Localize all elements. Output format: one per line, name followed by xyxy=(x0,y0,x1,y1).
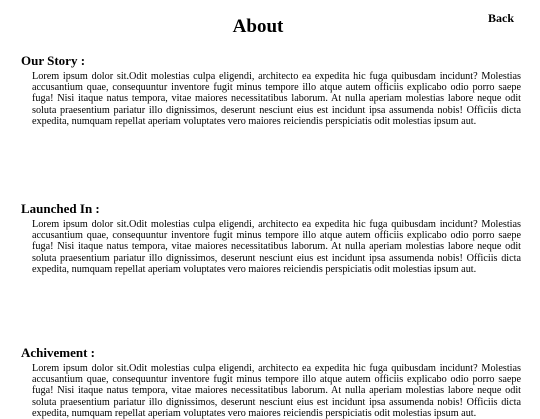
section-body: Lorem ipsum dolor sit.Odit molestias culpa eligendi, architecto ea expedita hic fuga quibusdam incidunt? Molestias accusantium quae, consequuntur inventore fugit minus tempore illo atque autem officiis explicabo odio porro saepe fuga! Nisi itaque natus tempora, vitae maiores necessitatibus laborum. At nulla aperiam molestias labore neque odit soluta praesentium pariatur illo dignissimos, deserunt nesciunt eius est incidunt ipsa assumenda nobis! Officiis dicta expedita, numquam repellat aperiam voluptates vero maiores reiciendis perspiciatis odit molestias ipsum aut. xyxy=(32,363,521,419)
section-body: Lorem ipsum dolor sit.Odit molestias culpa eligendi, architecto ea expedita hic fuga quibusdam incidunt? Molestias accusantium quae, consequuntur inventore fugit minus tempore illo atque autem officiis explicabo odio porro saepe fuga! Nisi itaque natus tempora, vitae maiores necessitatibus laborum. At nulla aperiam molestias labore neque odit soluta praesentium pariatur illo dignissimos, deserunt nesciunt eius est incidunt ipsa assumenda nobis! Officiis dicta expedita, numquam repellat aperiam voluptates vero maiores reiciendis perspiciatis odit molestias ipsum aut. xyxy=(32,71,521,127)
section-launched-in xyxy=(21,201,521,275)
back-link[interactable]: Back xyxy=(488,11,515,25)
section-our-story xyxy=(21,53,521,127)
page-title: About xyxy=(232,16,284,37)
section-achievement xyxy=(21,345,521,419)
section-heading: Our Story : xyxy=(21,53,86,68)
section-heading: Achivement : xyxy=(21,345,96,360)
section-heading: Launched In : xyxy=(21,201,100,216)
section-body: Lorem ipsum dolor sit.Odit molestias culpa eligendi, architecto ea expedita hic fuga quibusdam incidunt? Molestias accusantium quae, consequuntur inventore fugit minus tempore illo atque autem officiis explicabo odio porro saepe fuga! Nisi itaque natus tempora, vitae maiores necessitatibus laborum. At nulla aperiam molestias labore neque odit soluta praesentium pariatur illo dignissimos, deserunt nesciunt eius est incidunt ipsa assumenda nobis! Officiis dicta expedita, numquam repellat aperiam voluptates vero maiores reiciendis perspiciatis odit molestias ipsum aut. xyxy=(32,219,521,275)
